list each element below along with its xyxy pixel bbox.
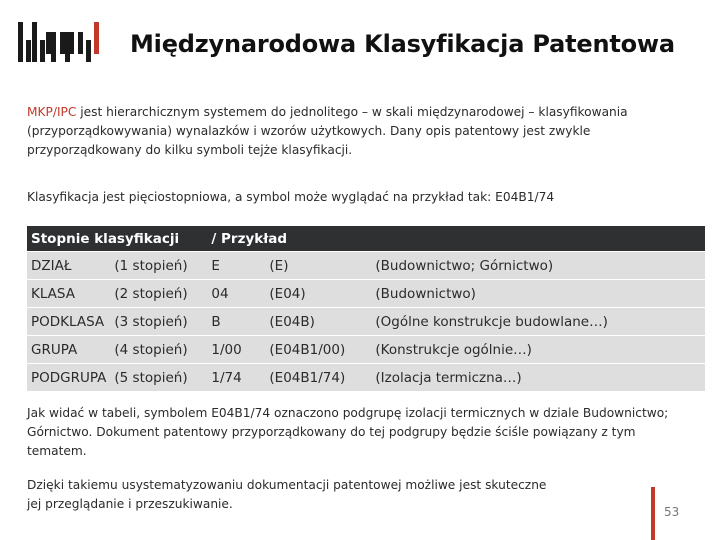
degree-cell: (2 stopień) [110, 280, 207, 308]
path-cell: (E) [265, 252, 371, 280]
path-cell: (E04B) [265, 308, 371, 336]
explanation-line-3: tematem. [27, 444, 87, 458]
symbol-cell: 1/00 [207, 336, 265, 364]
degree-cell: (5 stopień) [110, 364, 207, 392]
symbol-cell: E [207, 252, 265, 280]
description-cell: (Budownictwo) [371, 280, 705, 308]
level-cell: PODKLASA [27, 308, 110, 336]
level-cell: GRUPA [27, 336, 110, 364]
intro-line-1: MKP/IPC jest hierarchicznym systemem do jednolitego – w skali międzynarodowej – klasyfikowania [27, 105, 628, 119]
header-levels: Stopnie klasyfikacji [27, 226, 207, 252]
path-cell: (E04B1/00) [265, 336, 371, 364]
acronym: MKP/IPC [27, 105, 77, 119]
degree-cell: (1 stopień) [110, 252, 207, 280]
description-cell: (Izolacja termiczna…) [371, 364, 705, 392]
table-row [27, 336, 705, 364]
page-number: 53 [664, 505, 680, 519]
logo-icon [18, 18, 102, 66]
intro-line-2: (przyporządkowywania) wynalazków i wzorów użytkowych. Dany opis patentowy jest zwykle [27, 124, 591, 138]
conclusion-paragraph [27, 476, 587, 514]
symbol-cell: B [207, 308, 265, 336]
intro-line-3: przyporządkowany do kilku symboli tejże klasyfikacji. [27, 143, 353, 157]
description-cell: (Ogólne konstrukcje budowlane…) [371, 308, 705, 336]
intro-paragraph [27, 103, 667, 160]
symbol-cell: 1/74 [207, 364, 265, 392]
path-cell: (E04) [265, 280, 371, 308]
path-cell: (E04B1/74) [265, 364, 371, 392]
explanation-line-1: Jak widać w tabeli, symbolem E04B1/74 oznaczono podgrupę izolacji termicznych w dziale Budownictwo; [27, 406, 669, 420]
table-row [27, 308, 705, 336]
level-cell: DZIAŁ [27, 252, 110, 280]
table-row [27, 252, 705, 280]
conclusion-line-2: jej przeglądanie i przeszukiwanie. [27, 497, 233, 511]
page-title: Międzynarodowa Klasyfikacja Patentowa [130, 30, 675, 58]
table-row [27, 280, 705, 308]
table-row [27, 364, 705, 392]
classification-table [27, 226, 705, 391]
explanation-line-2: Górnictwo. Dokument patentowy przyporządkowany do tej podgrupy będzie ściśle powiązany z tym [27, 425, 636, 439]
symbol-cell: 04 [207, 280, 265, 308]
five-level-text: Klasyfikacja jest pięciostopniowa, a symbol może wyglądać na przykład tak: E04B1/74 [27, 190, 555, 204]
explanation-paragraph [27, 404, 697, 461]
header-example: / Przykład [207, 226, 705, 252]
description-cell: (Budownictwo; Górnictwo) [371, 252, 705, 280]
page-accent-bar [651, 487, 655, 540]
degree-cell: (4 stopień) [110, 336, 207, 364]
conclusion-line-1: Dzięki takiemu usystematyzowaniu dokumentacji patentowej możliwe jest skuteczne [27, 478, 547, 492]
description-cell: (Konstrukcje ogólnie…) [371, 336, 705, 364]
level-cell: PODGRUPA [27, 364, 110, 392]
level-cell: KLASA [27, 280, 110, 308]
degree-cell: (3 stopień) [110, 308, 207, 336]
